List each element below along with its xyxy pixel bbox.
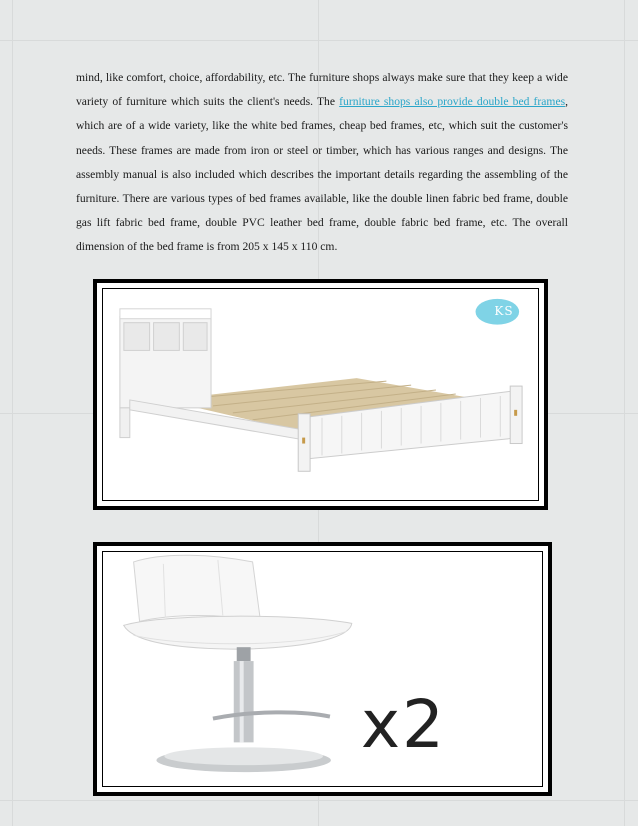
bar-stool-illustration <box>103 552 542 786</box>
bed-frame-illustration <box>103 289 538 500</box>
paragraph-text-end: , which are of a wide variety, like the white bed frames, cheap bed frames, etc, which suit the customer's needs. These frames are made from iron or steel or timber, which has various ranges and designs. The assembly manual is also included which describes the important details regarding the assembling of the furniture. There are various types of bed frames available, like the double linen fabric bed frame, double gas lift fabric bed frame, double PVC leather bed frame, double fabric bed frame, etc. The overall dimension of the bed frame is from 205 x 145 x 110 cm. <box>76 95 569 254</box>
stool-image-frame <box>93 542 552 796</box>
stool-image <box>102 551 543 787</box>
bed-image <box>102 288 539 501</box>
ks-badge: KS <box>494 304 514 318</box>
stool-image-border <box>97 546 548 792</box>
body-paragraph <box>76 66 568 260</box>
quantity-label: x2 <box>361 686 447 763</box>
paragraph-text-start: mind, like comfort, choice, affordability, etc. The furniture shops always make sure that they keep a wide variety of furniture which suits the client's needs. The <box>76 71 568 109</box>
furniture-shops-link[interactable]: furniture shops also provide double bed frames <box>339 95 566 109</box>
bed-image-border <box>97 283 544 506</box>
grid-line <box>0 40 638 41</box>
bed-image-frame <box>93 279 548 510</box>
grid-line <box>0 800 638 801</box>
